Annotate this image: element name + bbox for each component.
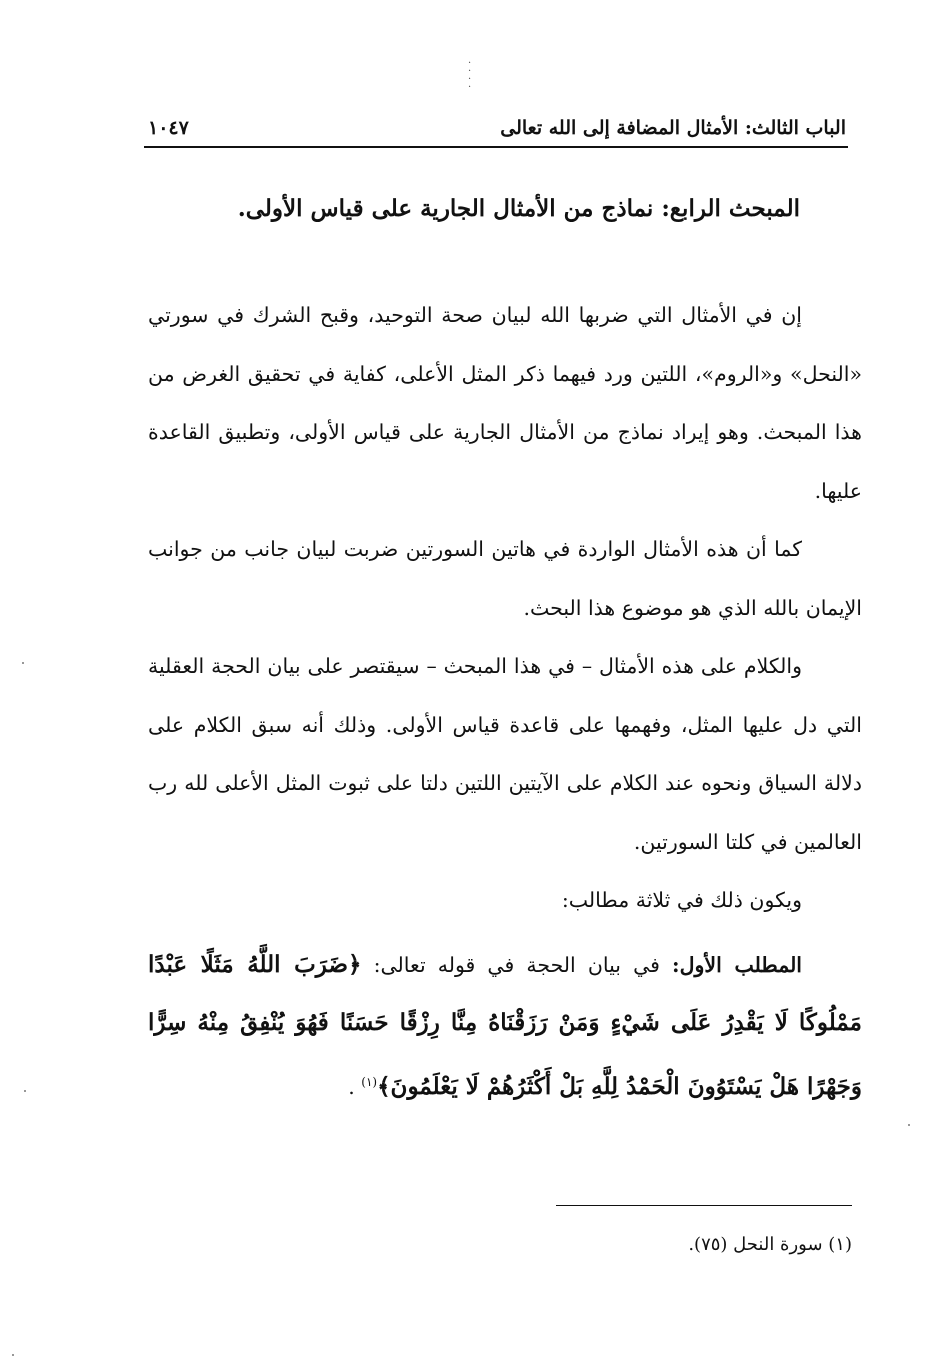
footnote-ref: (١) xyxy=(361,1074,378,1089)
header-title: الباب الثالث: الأمثال المضافة إلى الله تعالى xyxy=(500,117,846,139)
main-text xyxy=(148,286,862,1116)
paragraph: ويكون ذلك في ثلاثة مطالب: xyxy=(561,888,802,912)
subsection-intro: في بيان الحجة في قوله تعالى: xyxy=(373,952,660,977)
verse-end-dot: . xyxy=(348,1074,355,1099)
scan-speck xyxy=(22,662,24,664)
running-header xyxy=(148,110,846,146)
subsection-label: المطلب الأول: xyxy=(672,952,803,977)
subsection-paragraph xyxy=(148,936,862,1116)
binding-dots: · · · · xyxy=(468,58,472,93)
paragraph: إن في الأمثال التي ضربها الله لبيان صحة التوحيد، وقبح الشرك في سورتي «النحل» و«الروم»، اللتين ورد فيهما ذكر المثل الأعلى، كفاية في تحقيق الغرض من هذا المبحث. وهو إيراد نماذج من الأمثال الجارية على قياس الأولى، وتطبيق القاعدة عليها. xyxy=(148,303,862,503)
scan-speck xyxy=(908,1124,910,1126)
paragraph: والكلام على هذه الأمثال – في هذا المبحث – سيقتصر على بيان الحجة العقلية التي دل عليها المثل، وفهمها على قاعدة قياس الأولى. وذلك أنه سبق الكلام على دلالة السياق ونحوه عند الكلام على الآيتين اللتين دلتا على ثبوت المثل الأعلى لله رب العالمين في كلتا السورتين. xyxy=(148,654,862,854)
scan-speck xyxy=(12,1354,14,1356)
paragraph: كما أن هذه الأمثال الواردة في هاتين السورتين ضربت لبيان جانب من جوانب الإيمان بالله الذي هو موضوع هذا البحث. xyxy=(148,537,862,620)
footnote: (١) سورة النحل (٧٥). xyxy=(688,1234,852,1255)
page-number: ١٠٤٧ xyxy=(148,117,189,139)
quran-verse: ﴿ضَرَبَ اللَّهُ مَثَلًا عَبْدًا مَمْلُوكًا لَا يَقْدِرُ عَلَى شَيْءٍ وَمَنْ رَزَقْنَاهُ مِنَّا رِزْقًا حَسَنًا فَهُوَ يُنْفِقُ مِنْهُ سِرًّا وَجَهْرًا هَلْ يَسْتَوُونَ الْحَمْدُ لِلَّهِ بَلْ أَكْثَرُهُمْ لَا يَعْلَمُونَ﴾ xyxy=(148,950,862,1100)
header-rule xyxy=(144,146,848,148)
scan-speck xyxy=(24,1090,26,1092)
footnote-rule xyxy=(556,1205,852,1206)
section-heading: المبحث الرابع: نماذج من الأمثال الجارية على قياس الأولى. xyxy=(237,195,800,222)
